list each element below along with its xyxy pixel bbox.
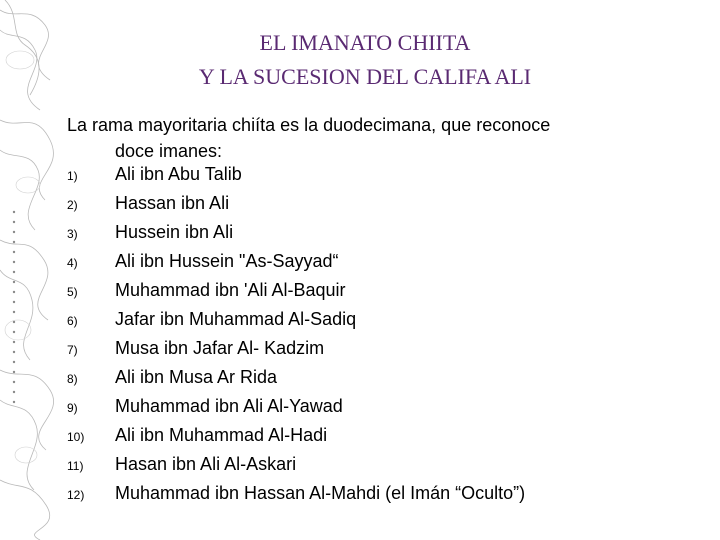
- title-line-1: EL IMANATO CHIITA: [259, 30, 471, 55]
- imam-name: Hassan ibn Ali: [115, 193, 230, 213]
- item-number: 2): [67, 198, 78, 212]
- imam-name: Ali ibn Abu Talib: [115, 164, 242, 184]
- item-number: 11): [67, 459, 84, 473]
- slide-title: [60, 26, 670, 94]
- imam-name: Musa ibn Jafar Al- Kadzim: [115, 338, 325, 358]
- imam-name: Ali ibn Hussein "As-Sayyad“: [115, 251, 339, 271]
- list-item: [67, 479, 707, 508]
- dotted-vertical-decoration: [0, 0, 60, 540]
- list-item: [67, 305, 707, 334]
- list-item: [67, 160, 707, 189]
- list-item: [67, 363, 707, 392]
- imam-name: Jafar ibn Muhammad Al-Sadiq: [115, 309, 357, 329]
- item-number: 1): [67, 169, 78, 183]
- imam-name: Hasan ibn Ali Al-Askari: [115, 454, 297, 474]
- list-item: [67, 450, 707, 479]
- list-item: [67, 189, 707, 218]
- item-number: 9): [67, 401, 78, 415]
- list-item: [67, 334, 707, 363]
- item-number: 6): [67, 314, 78, 328]
- title-line-2: Y LA SUCESION DEL CALIFA ALI: [198, 64, 532, 89]
- imam-name: Muhammad ibn 'Ali Al-Baquir: [115, 280, 346, 300]
- imam-name: Muhammad ibn Hassan Al-Mahdi (el Imán “Oculto”): [115, 483, 526, 503]
- intro-line-1: La rama mayoritaria chiíta es la duodecimana, que reconoce: [67, 115, 551, 135]
- intro-paragraph: [67, 112, 667, 164]
- imam-name: Ali ibn Musa Ar Rida: [115, 367, 278, 387]
- item-number: 7): [67, 343, 78, 357]
- list-item: [67, 218, 707, 247]
- item-number: 3): [67, 227, 78, 241]
- item-number: 10): [67, 430, 85, 444]
- imam-name: Hussein ibn Ali: [115, 222, 234, 242]
- item-number: 12): [67, 488, 85, 502]
- imam-name: Muhammad ibn Ali Al-Yawad: [115, 396, 343, 416]
- item-number: 8): [67, 372, 78, 386]
- item-number: 5): [67, 285, 78, 299]
- intro-line-2: doce imanes:: [115, 141, 223, 161]
- item-number: 4): [67, 256, 78, 270]
- imam-name: Ali ibn Muhammad Al-Hadi: [115, 425, 328, 445]
- list-item: [67, 247, 707, 276]
- list-item: [67, 392, 707, 421]
- imam-list: [67, 160, 707, 508]
- list-item: [67, 421, 707, 450]
- list-item: [67, 276, 707, 305]
